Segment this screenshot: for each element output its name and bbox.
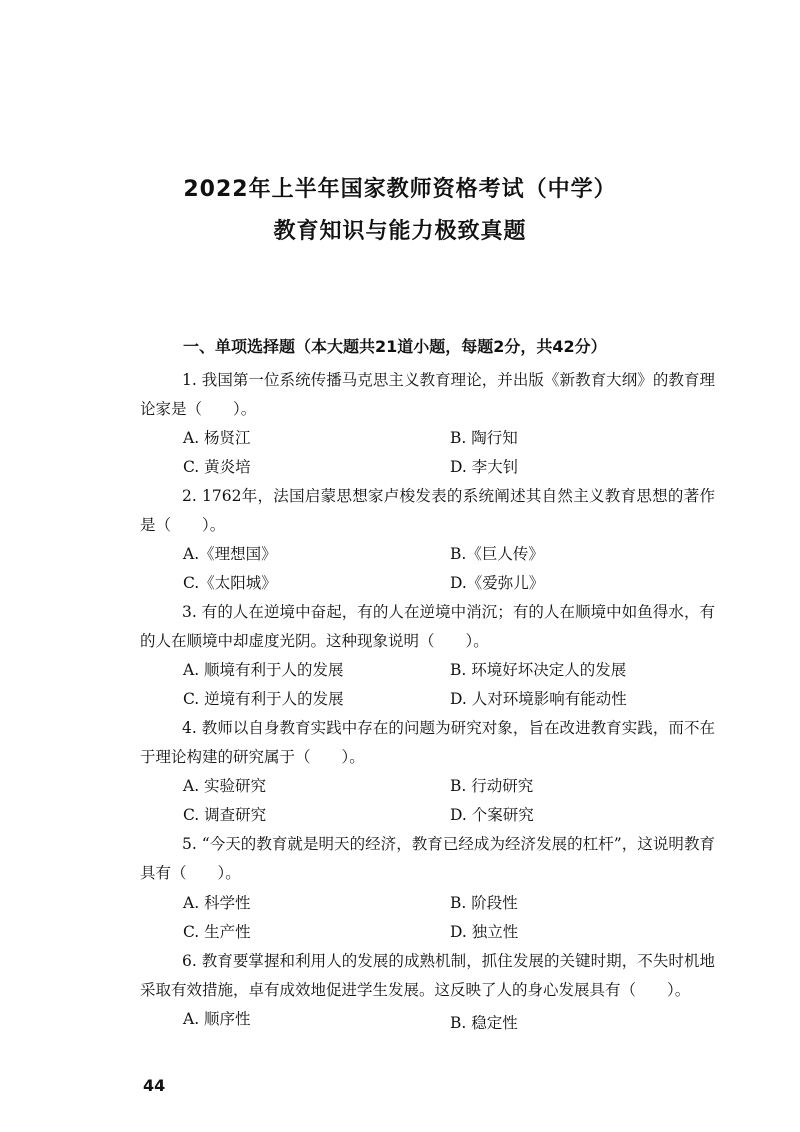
question-1-option-b: B. 陶行知 (450, 429, 518, 447)
question-3-option-a: A. 顺境有利于人的发展 (183, 661, 344, 679)
question-2-stem: 2. 1762年，法国启蒙思想家卢梭发表的系统阐述其自然主义教育思想的著作是（ ）。 (140, 487, 715, 534)
question-3-option-d: D. 人对环境影响有能动性 (450, 690, 627, 708)
question-3-option-c: C. 逆境有利于人的发展 (183, 690, 344, 708)
question-4-option-c: C. 调查研究 (183, 806, 267, 824)
section-heading: 一、单项选择题（本大题共21道小题，每题2分，共42分） (183, 337, 607, 356)
question-4-option-d: D. 个案研究 (450, 806, 534, 824)
question-6-option-b: B. 稳定性 (450, 1014, 518, 1032)
question-1-option-c: C. 黄炎培 (183, 458, 251, 476)
question-5-option-d: D. 独立性 (450, 923, 519, 941)
question-3-stem: 3. 有的人在逆境中奋起，有的人在逆境中消沉；有的人在顺境中如鱼得水，有的人在顺境中却虚度光阴。这种现象说明（ ）。 (140, 603, 715, 650)
question-1-option-d: D. 李大钊 (450, 458, 519, 476)
question-4-option-a: A. 实验研究 (183, 777, 267, 795)
page-number: 44 (143, 1076, 166, 1095)
question-2-option-b: B.《巨人传》 (450, 545, 544, 563)
question-4-option-b: B. 行动研究 (450, 777, 534, 795)
question-2-option-d: D.《爱弥儿》 (450, 574, 545, 592)
question-1-option-a: A. 杨贤江 (183, 429, 251, 447)
question-5-option-b: B. 阶段性 (450, 894, 518, 912)
exam-title: 2022年上半年国家教师资格考试（中学） (183, 177, 617, 202)
question-3-option-b: B. 环境好坏决定人的发展 (450, 661, 627, 679)
question-5-stem: 5. “今天的教育就是明天的经济，教育已经成为经济发展的杠杆”，这说明教育具有（ ）。 (140, 835, 715, 882)
question-6-option-a: A. 顺序性 (183, 1010, 251, 1028)
question-4-stem: 4. 教师以自身教育实践中存在的问题为研究对象，旨在改进教育实践，而不在于理论构建的研究属于（ ）。 (140, 719, 715, 766)
question-5-option-a: A. 科学性 (183, 894, 251, 912)
exam-subtitle: 教育知识与能力极致真题 (273, 219, 527, 244)
question-2-option-c: C.《太阳城》 (183, 574, 277, 592)
question-2-option-a: A.《理想国》 (183, 545, 277, 563)
question-1-stem: 1. 我国第一位系统传播马克思主义教育理论，并出版《新教育大纲》的教育理论家是（ ）。 (140, 371, 715, 418)
question-6-stem: 6. 教育要掌握和利用人的发展的成熟机制，抓住发展的关键时期，不失时机地采取有效措施，卓有成效地促进学生发展。这反映了人的身心发展具有（ ）。 (140, 952, 715, 999)
question-5-option-c: C. 生产性 (183, 923, 251, 941)
